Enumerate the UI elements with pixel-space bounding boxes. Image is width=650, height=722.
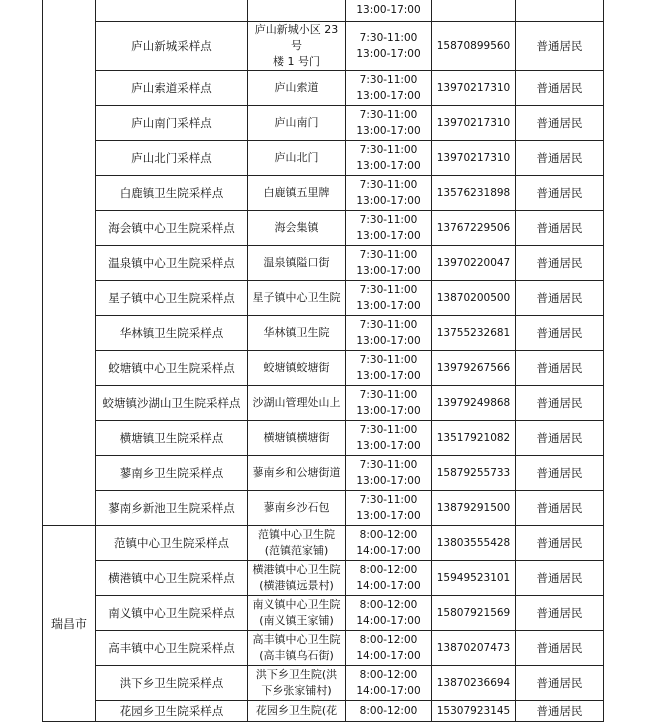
table-row — [43, 666, 604, 701]
time-cell: 7:30-11:00 13:00-17:00 — [346, 106, 432, 141]
people-cell: 普通居民 — [516, 106, 604, 141]
time-cell: 7:30-11:00 13:00-17:00 — [346, 211, 432, 246]
phone-cell: 13970217310 — [432, 106, 516, 141]
site-cell: 高丰镇中心卫生院采样点 — [96, 631, 248, 666]
time-cell: 7:30-11:00 13:00-17:00 — [346, 316, 432, 351]
time-cell: 7:30-11:00 13:00-17:00 — [346, 71, 432, 106]
phone-cell: 15870899560 — [432, 22, 516, 71]
people-cell — [516, 0, 604, 22]
address-cell: 庐山南门 — [248, 106, 346, 141]
site-cell: 横港镇中心卫生院采样点 — [96, 561, 248, 596]
people-cell: 普通居民 — [516, 526, 604, 561]
phone-cell: 13979267566 — [432, 351, 516, 386]
site-cell: 花园乡卫生院采样点 — [96, 701, 248, 722]
table-row — [43, 141, 604, 176]
address-cell: 蓼南乡沙石包 — [248, 491, 346, 526]
address-cell: 蓼南乡和公塘街道 — [248, 456, 346, 491]
address-cell: 海会集镇 — [248, 211, 346, 246]
phone-cell: 13803555428 — [432, 526, 516, 561]
phone-cell: 15807921569 — [432, 596, 516, 631]
phone-cell: 13517921082 — [432, 421, 516, 456]
phone-cell: 13870207473 — [432, 631, 516, 666]
address-cell: 庐山新城小区 23 号 楼 1 号门 — [248, 22, 346, 71]
site-cell: 星子镇中心卫生院采样点 — [96, 281, 248, 316]
phone-cell: 13970217310 — [432, 71, 516, 106]
site-cell: 庐山南门采样点 — [96, 106, 248, 141]
table-row — [43, 106, 604, 141]
people-cell: 普通居民 — [516, 596, 604, 631]
address-cell: 横港镇中心卫生院 (横港镇远景村) — [248, 561, 346, 596]
site-cell: 南义镇中心卫生院采样点 — [96, 596, 248, 631]
phone-cell — [432, 0, 516, 22]
table-row — [43, 561, 604, 596]
people-cell: 普通居民 — [516, 456, 604, 491]
people-cell: 普通居民 — [516, 22, 604, 71]
table-row — [43, 281, 604, 316]
time-cell: 8:00-12:00 14:00-17:00 — [346, 666, 432, 701]
people-cell: 普通居民 — [516, 246, 604, 281]
table-row — [43, 421, 604, 456]
address-cell: 白鹿镇五里牌 — [248, 176, 346, 211]
time-cell: 7:30-11:00 13:00-17:00 — [346, 22, 432, 71]
phone-cell: 13870200500 — [432, 281, 516, 316]
people-cell: 普通居民 — [516, 141, 604, 176]
city-cell: 瑞昌市 — [43, 526, 96, 722]
time-cell: 7:30-11:00 13:00-17:00 — [346, 176, 432, 211]
address-cell: 星子镇中心卫生院 — [248, 281, 346, 316]
phone-cell: 13970217310 — [432, 141, 516, 176]
table-row — [43, 351, 604, 386]
time-cell: 8:00-12:00 — [346, 701, 432, 722]
people-cell: 普通居民 — [516, 701, 604, 722]
phone-cell: 13576231898 — [432, 176, 516, 211]
site-cell: 白鹿镇卫生院采样点 — [96, 176, 248, 211]
table-row — [43, 176, 604, 211]
sampling-sites-table — [42, 0, 604, 722]
table-row — [43, 631, 604, 666]
people-cell: 普通居民 — [516, 176, 604, 211]
people-cell: 普通居民 — [516, 491, 604, 526]
city-cell — [43, 0, 96, 526]
address-cell: 庐山北门 — [248, 141, 346, 176]
people-cell: 普通居民 — [516, 386, 604, 421]
site-cell: 范镇中心卫生院采样点 — [96, 526, 248, 561]
phone-cell: 15949523101 — [432, 561, 516, 596]
address-cell: 高丰镇中心卫生院 (高丰镇乌石街) — [248, 631, 346, 666]
table-row — [43, 71, 604, 106]
table-row — [43, 491, 604, 526]
address-cell: 蛟塘镇蛟塘街 — [248, 351, 346, 386]
people-cell: 普通居民 — [516, 631, 604, 666]
site-cell: 海会镇中心卫生院采样点 — [96, 211, 248, 246]
site-cell: 横塘镇卫生院采样点 — [96, 421, 248, 456]
phone-cell: 15879255733 — [432, 456, 516, 491]
address-cell: 温泉镇隘口街 — [248, 246, 346, 281]
table-row — [43, 526, 604, 561]
people-cell: 普通居民 — [516, 666, 604, 701]
address-cell: 范镇中心卫生院 (范镇范家铺) — [248, 526, 346, 561]
table-row — [43, 0, 604, 22]
address-cell: 南义镇中心卫生院 (南义镇王家铺) — [248, 596, 346, 631]
people-cell: 普通居民 — [516, 71, 604, 106]
time-cell: 7:30-11:00 13:00-17:00 — [346, 141, 432, 176]
site-cell: 温泉镇中心卫生院采样点 — [96, 246, 248, 281]
phone-cell: 15307923145 — [432, 701, 516, 722]
phone-cell: 13755232681 — [432, 316, 516, 351]
phone-cell: 13879291500 — [432, 491, 516, 526]
phone-cell: 13767229506 — [432, 211, 516, 246]
time-cell: 13:00-17:00 — [346, 0, 432, 22]
time-cell: 8:00-12:00 14:00-17:00 — [346, 631, 432, 666]
people-cell: 普通居民 — [516, 351, 604, 386]
people-cell: 普通居民 — [516, 211, 604, 246]
address-cell: 花园乡卫生院(花 — [248, 701, 346, 722]
address-cell — [248, 0, 346, 22]
time-cell: 7:30-11:00 13:00-17:00 — [346, 491, 432, 526]
address-cell: 沙湖山管理处山上 — [248, 386, 346, 421]
phone-cell: 13979249868 — [432, 386, 516, 421]
site-cell: 蛟塘镇中心卫生院采样点 — [96, 351, 248, 386]
phone-cell: 13970220047 — [432, 246, 516, 281]
time-cell: 7:30-11:00 13:00-17:00 — [346, 281, 432, 316]
site-cell: 蛟塘镇沙湖山卫生院采样点 — [96, 386, 248, 421]
people-cell: 普通居民 — [516, 316, 604, 351]
time-cell: 7:30-11:00 13:00-17:00 — [346, 386, 432, 421]
site-cell: 庐山新城采样点 — [96, 22, 248, 71]
time-cell: 8:00-12:00 14:00-17:00 — [346, 596, 432, 631]
address-cell: 横塘镇横塘街 — [248, 421, 346, 456]
time-cell: 8:00-12:00 14:00-17:00 — [346, 561, 432, 596]
time-cell: 8:00-12:00 14:00-17:00 — [346, 526, 432, 561]
people-cell: 普通居民 — [516, 561, 604, 596]
time-cell: 7:30-11:00 13:00-17:00 — [346, 246, 432, 281]
table-row — [43, 456, 604, 491]
address-cell: 华林镇卫生院 — [248, 316, 346, 351]
site-cell: 华林镇卫生院采样点 — [96, 316, 248, 351]
site-cell: 洪下乡卫生院采样点 — [96, 666, 248, 701]
site-cell: 蓼南乡卫生院采样点 — [96, 456, 248, 491]
time-cell: 7:30-11:00 13:00-17:00 — [346, 421, 432, 456]
people-cell: 普通居民 — [516, 421, 604, 456]
people-cell: 普通居民 — [516, 281, 604, 316]
site-cell: 庐山北门采样点 — [96, 141, 248, 176]
address-cell: 洪下乡卫生院(洪 下乡张家铺村) — [248, 666, 346, 701]
phone-cell: 13870236694 — [432, 666, 516, 701]
site-cell: 庐山索道采样点 — [96, 71, 248, 106]
table-row — [43, 211, 604, 246]
table-row — [43, 246, 604, 281]
table-row — [43, 701, 604, 722]
address-cell: 庐山索道 — [248, 71, 346, 106]
time-cell: 7:30-11:00 13:00-17:00 — [346, 351, 432, 386]
table-row — [43, 22, 604, 71]
table-row — [43, 596, 604, 631]
site-cell: 蓼南乡新池卫生院采样点 — [96, 491, 248, 526]
time-cell: 7:30-11:00 13:00-17:00 — [346, 456, 432, 491]
table-row — [43, 386, 604, 421]
site-cell — [96, 0, 248, 22]
table-row — [43, 316, 604, 351]
